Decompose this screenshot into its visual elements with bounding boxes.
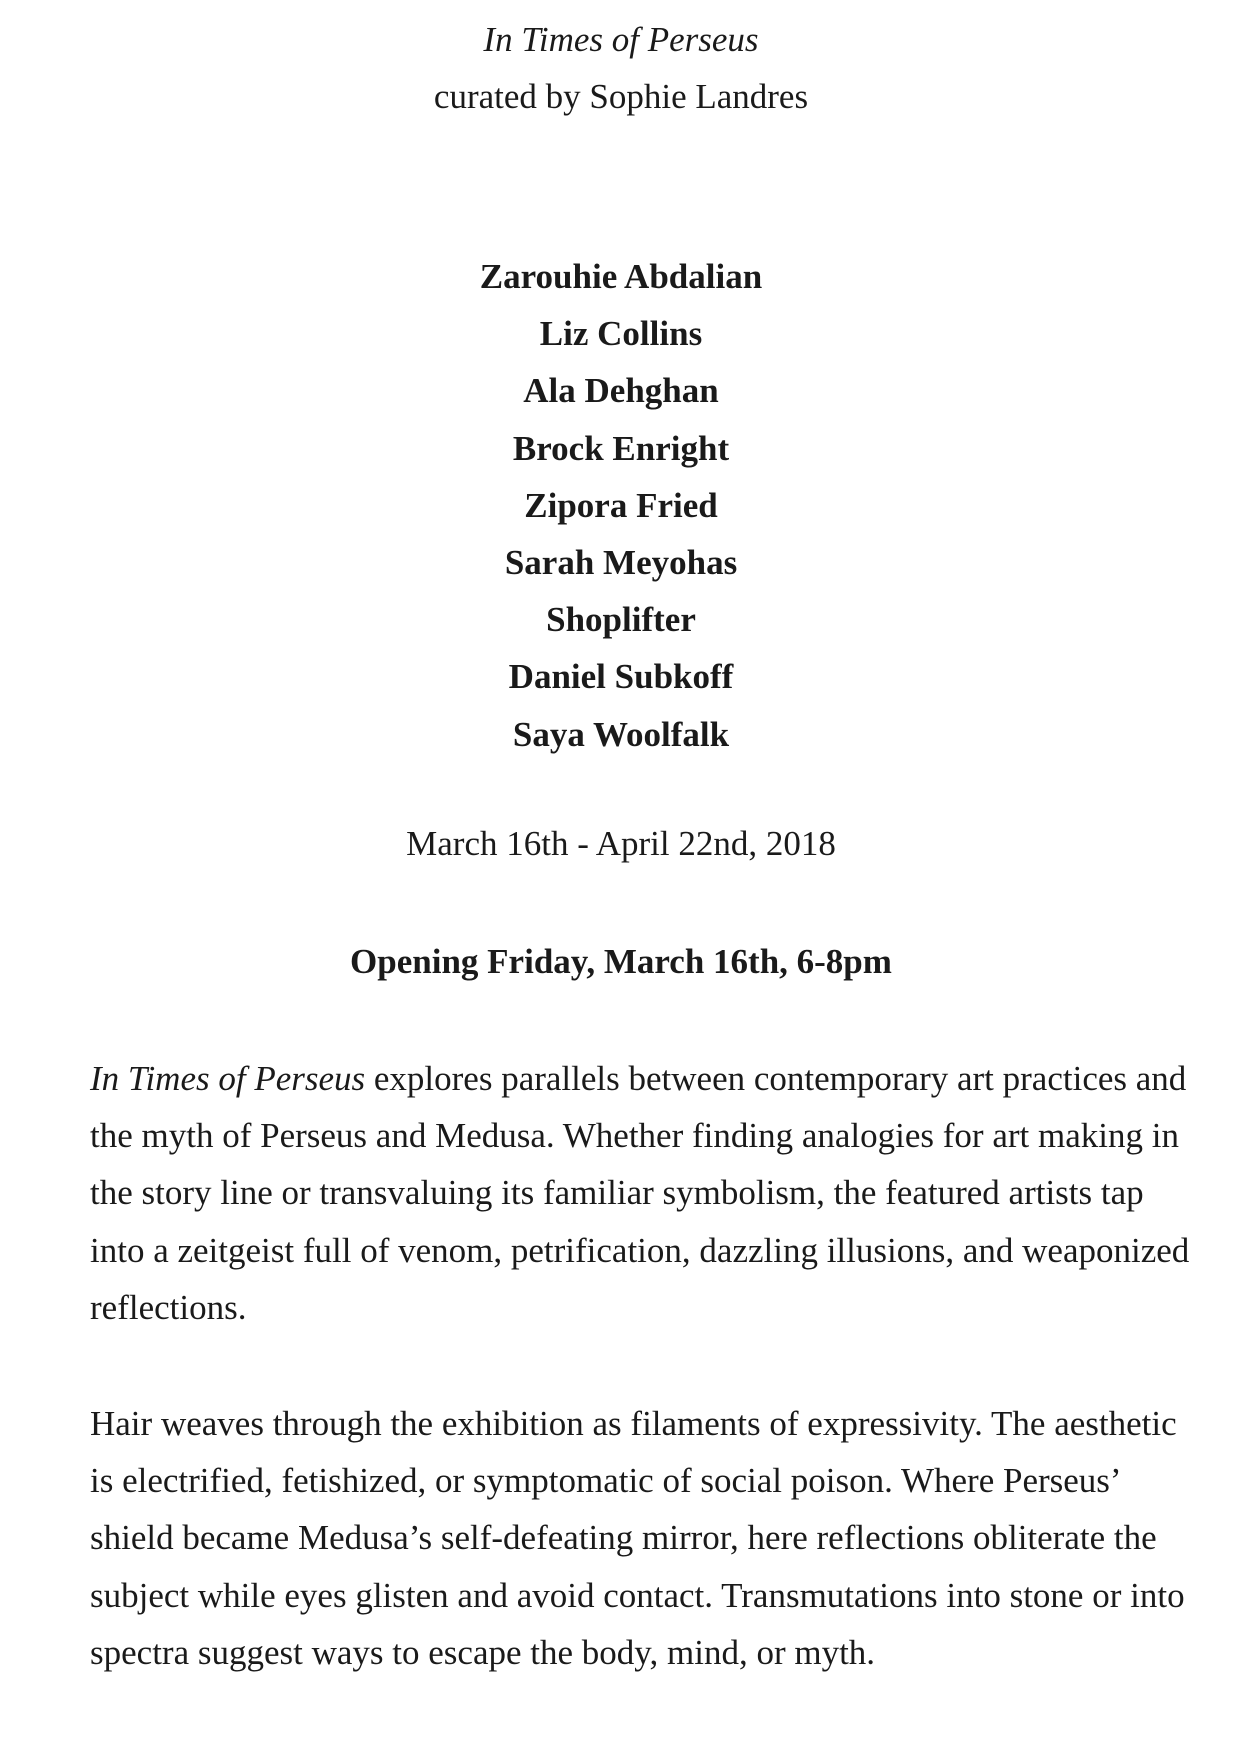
- exhibition-dates: March 16th - April 22nd, 2018: [406, 824, 836, 863]
- title-reference: In Times of Perseus: [90, 1059, 366, 1098]
- artist-name: Daniel Subkoff: [508, 657, 734, 697]
- body-paragraph-1: [90, 1050, 1190, 1336]
- artist-name: Brock Enright: [512, 428, 730, 468]
- opening-reception: Opening Friday, March 16th, 6-8pm: [350, 942, 892, 981]
- artist-list: [0, 248, 1242, 763]
- artist-name: Shoplifter: [546, 600, 696, 640]
- artist-name: Liz Collins: [539, 314, 703, 354]
- artist-name: Zipora Fried: [524, 485, 718, 525]
- exhibition-title: In Times of Perseus: [483, 20, 759, 59]
- artist-name: Sarah Meyohas: [504, 542, 738, 582]
- artist-name: Zarouhie Abdalian: [479, 257, 763, 296]
- paragraph-text: explores parallels between contemporary art practices and the myth of Perseus and Medusa. Whether finding analogies for art making in the story line or transvaluing its familiar symbolism, the featured artists tap into a zeitgeist full of venom, petrification, dazzling illusions, and weaponized reflections.: [90, 1059, 1190, 1327]
- artist-name: Ala Dehghan: [523, 371, 719, 411]
- body-paragraph-2: Hair weaves through the exhibition as filaments of expressivity. The aesthetic is electrified, fetishized, or symptomatic of social poison. Where Perseus’ shield became Medusa’s self-defeating mirror, here reflections obliterate the subject while eyes glisten and avoid contact. Transmutations into stone or into spectra suggest ways to escape the body, mind, or myth.: [90, 1404, 1185, 1672]
- curator-line: curated by Sophie Landres: [433, 77, 809, 116]
- artist-name: Saya Woolfalk: [512, 714, 730, 754]
